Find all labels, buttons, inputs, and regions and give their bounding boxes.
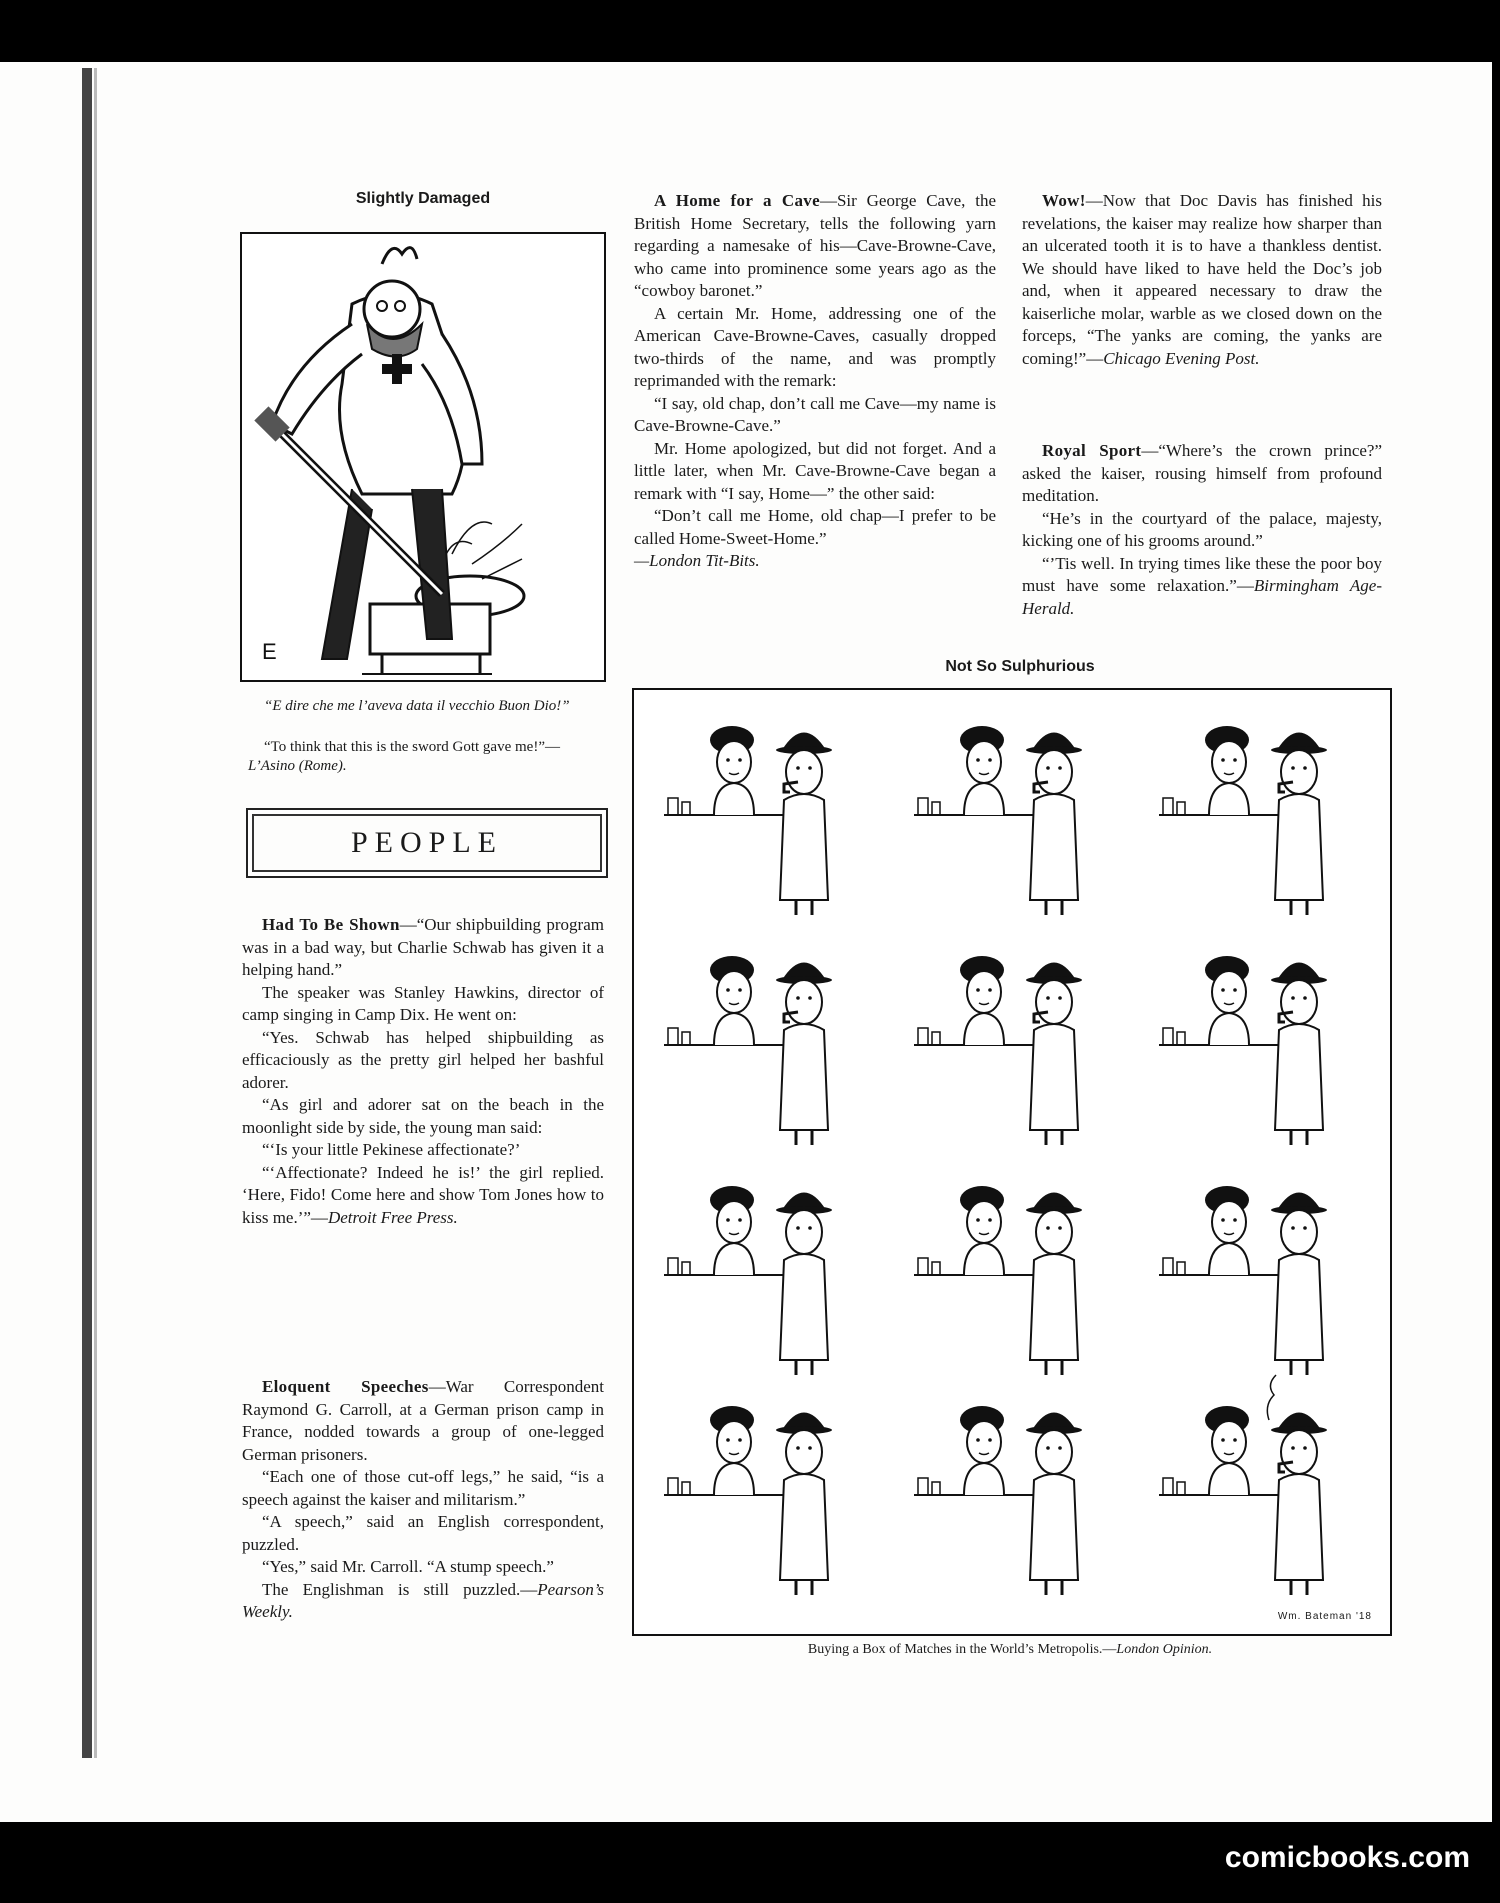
article-eloquent-speeches: [242, 1376, 604, 1624]
article-source: —London Tit-Bits.: [634, 551, 760, 570]
cartoon-matches-strip: [632, 688, 1392, 1636]
cartoon1-caption: [248, 697, 603, 716]
caption-translation: “To think that this is the sword Gott gave me!”—: [264, 739, 560, 755]
paragraph-text: “’Tis well. In trying times like these the poor boy must have some relaxation.”—: [1022, 553, 1382, 595]
cartoon-title-not-so-sulphurious: Not So Sulphurious: [945, 658, 1095, 675]
paragraph: [242, 914, 604, 982]
page-gutter: [82, 68, 92, 1758]
paragraph: “Yes,” said Mr. Carroll. “A stump speech.”: [262, 1557, 554, 1576]
comic-panel: [664, 1406, 832, 1595]
paragraph: “‘Is your little Pekinese affectionate?’: [262, 1140, 521, 1159]
comic-panel: [914, 956, 1082, 1145]
caption-source: L’Asino (Rome).: [248, 758, 347, 774]
cartoon2-caption: [632, 1640, 1388, 1659]
artist-signature: Wm. Bateman '18: [1277, 1611, 1372, 1622]
article-wow: [1022, 190, 1382, 370]
paragraph-text: —War Correspondent Raymond G. Carroll, at a German prison camp in France, nodded towards a group of one-legged German prisoners.: [242, 1377, 604, 1464]
paragraph: “I say, old chap, don’t call me Cave—my name is Cave-Browne-Cave.”: [634, 393, 996, 435]
article-lead: Had To Be Shown: [262, 915, 400, 934]
comic-panel: [914, 726, 1082, 915]
paragraph: A certain Mr. Home, addressing one of the American Cave-Browne-Caves, casually dropped two-thirds of the name, and was promptly reprimanded with the remark:: [634, 303, 996, 390]
cartoon-slightly-damaged: [240, 232, 606, 682]
article-had-to-be-shown: [242, 914, 604, 1229]
paragraph: “Yes. Schwab has helped shipbuilding as efficaciously as the pretty girl helped her bashful adorer.: [242, 1027, 604, 1092]
paragraph: [242, 1579, 604, 1624]
paragraph-text: —“Where’s the crown prince?” asked the kaiser, rousing himself from profound meditation.: [1022, 441, 1382, 505]
cartoon1-caption-translation: [248, 738, 603, 776]
article-home-for-a-cave: [634, 190, 996, 573]
paragraph: Mr. Home apologized, but did not forget. And a little later, when Mr. Cave-Browne-Cave began a remark with “I say, Home—” the other said:: [634, 438, 996, 503]
paragraph: [1022, 440, 1382, 508]
comic-panel: [914, 1406, 1082, 1595]
article-royal-sport: [1022, 440, 1382, 620]
paragraph-text: The Englishman is still puzzled.—: [262, 1579, 538, 1599]
paragraph: “Don’t call me Home, old chap—I prefer to be called Home-Sweet-Home.”: [634, 506, 996, 548]
kaiser-grinding-sword-illustration: [242, 234, 604, 680]
article-source: Chicago Evening Post.: [1103, 348, 1260, 368]
article-lead: Royal Sport: [1042, 441, 1142, 460]
paragraph: [242, 1376, 604, 1466]
svg-text:E: E: [262, 639, 277, 664]
paragraph: [242, 1162, 604, 1230]
comic-panel: [1159, 726, 1327, 915]
comic-panel: [1159, 1186, 1327, 1375]
paragraph: The speaker was Stanley Hawkins, director of camp singing in Camp Dix. He went on:: [242, 982, 604, 1024]
paragraph: “As girl and adorer sat on the beach in the moonlight side by side, the young man said:: [242, 1095, 604, 1137]
comic-panel: [664, 1186, 832, 1375]
paragraph: “He’s in the courtyard of the palace, majesty, kicking one of his grooms around.”: [1022, 508, 1382, 550]
paragraph: “A speech,” said an English correspondent, puzzled.: [242, 1512, 604, 1554]
paragraph-text: —Now that Doc Davis has finished his revelations, the kaiser may realize how sharper than an ulcerated tooth it is to have a thankless dentist. We should have liked to have held the Doc’s job and, when it appeared necessary to draw the kaiserliche molar, warble as we closed down on the forceps, “The yanks are coming, the yanks are coming!”—: [1022, 191, 1382, 368]
caption-text: Buying a Box of Matches in the World’s Metropolis.—: [807, 1642, 1117, 1657]
article-lead: Wow!: [1042, 191, 1086, 210]
comic-panel: [664, 726, 832, 915]
section-title: PEOPLE: [350, 826, 503, 859]
paragraph: [1022, 553, 1382, 621]
paragraph-text: “‘Affectionate? Indeed he is!’ the girl replied. ‘Here, Fido! Come here and show Tom Jones how to kiss me.’”—: [242, 1162, 604, 1227]
article-source: Pearson’s Weekly.: [242, 1579, 604, 1621]
caption-italian: “E dire che me l’aveva data il vecchio Buon Dio!”: [264, 698, 570, 714]
page-gutter-edge: [94, 68, 97, 1758]
paragraph-text: —Sir George Cave, the British Home Secretary, tells the following yarn regarding a namesake of his—Cave-Browne-Cave, who came into prominence some years ago as the “cowboy baronet.”: [634, 191, 997, 300]
comic-panel: [1159, 1375, 1327, 1595]
caption-source: London Opinion.: [1116, 1642, 1213, 1657]
matches-strip-illustration: [634, 690, 1390, 1634]
paragraph: [1022, 190, 1382, 370]
article-lead: Eloquent Speeches: [262, 1377, 429, 1396]
section-title-box: [246, 808, 608, 878]
watermark: comicbooks.com: [1224, 1841, 1470, 1874]
comic-panel: [1159, 956, 1327, 1145]
right-border: [1492, 62, 1500, 1822]
article-source: Detroit Free Press.: [327, 1207, 458, 1227]
cartoon-title-slightly-damaged: Slightly Damaged: [355, 190, 491, 207]
paragraph: “Each one of those cut-off legs,” he said, “is a speech against the kaiser and militarism.”: [242, 1467, 604, 1509]
comic-panel: [664, 956, 832, 1145]
comic-panel: [914, 1186, 1082, 1375]
paragraph: [634, 190, 996, 303]
article-lead: A Home for a Cave: [654, 191, 820, 210]
paragraph-text: —“Our shipbuilding program was in a bad way, but Charlie Schwab has given it a helping hand.”: [242, 915, 604, 979]
article-source: Birmingham Age-Herald.: [1022, 576, 1382, 618]
